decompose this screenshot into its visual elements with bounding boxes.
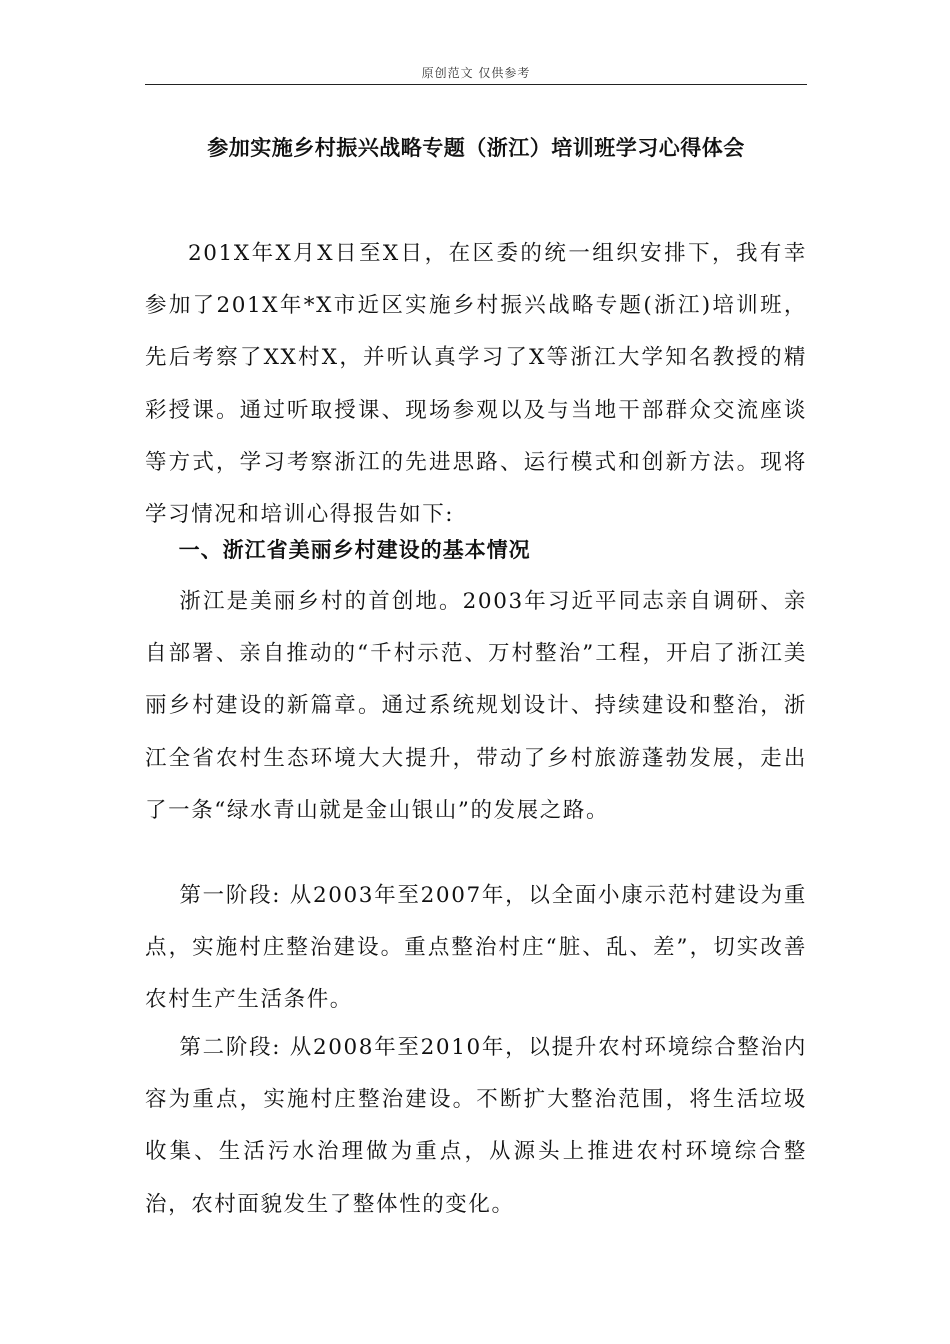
paragraph-zhejiang-overview: 浙江是美丽乡村的首创地。2003年习近平同志亲自调研、亲自部署、亲自推动的“千村示范、万村整治”工程，开启了浙江美丽乡村建设的新篇章。通过系统规划设计、持续建设和整治，浙江全省农村生态环境大大提升，带动了乡村旅游蓬勃发展，走出了一条“绿水青山就是金山银山”的发展之路。 (145, 589, 807, 823)
paragraph-stage-one: 第一阶段: 从2003年至2007年，以全面小康示范村建设为重点，实施村庄整治建设。重点整治村庄“脏、乱、差”，切实改善农村生产生活条件。 (145, 883, 807, 1013)
paragraph-stage-two: 第二阶段: 从2008年至2010年，以提升农村环境综合整治内容为重点，实施村庄整治建设。不断扩大整治范围，将生活垃圾收集、生活污水治理做为重点，从源头上推进农村环境综合整治，农村面貌发生了整体性的变化。 (145, 1035, 807, 1217)
document-title: 参加实施乡村振兴战略专题（浙江）培训班学习心得体会 (207, 136, 745, 160)
paragraph-intro: 201X年X月X日至X日，在区委的统一组织安排下，我有幸参加了201X年*X市近区实施乡村振兴战略专题(浙江)培训班，先后考察了XX村X，并听认真学习了X等浙江大学知名教授的精彩授课。通过听取授课、现场参观以及与当地干部群众交流座谈等方式，学习考察浙江的先进思路、运行模式和创新方法。现将学习情况和培训心得报告如下: (145, 241, 807, 528)
header-text: 原创范文 仅供参考 (421, 66, 531, 80)
section-heading-1: 一、浙江省美丽乡村建设的基本情况 (178, 538, 531, 562)
page-header (145, 62, 807, 85)
